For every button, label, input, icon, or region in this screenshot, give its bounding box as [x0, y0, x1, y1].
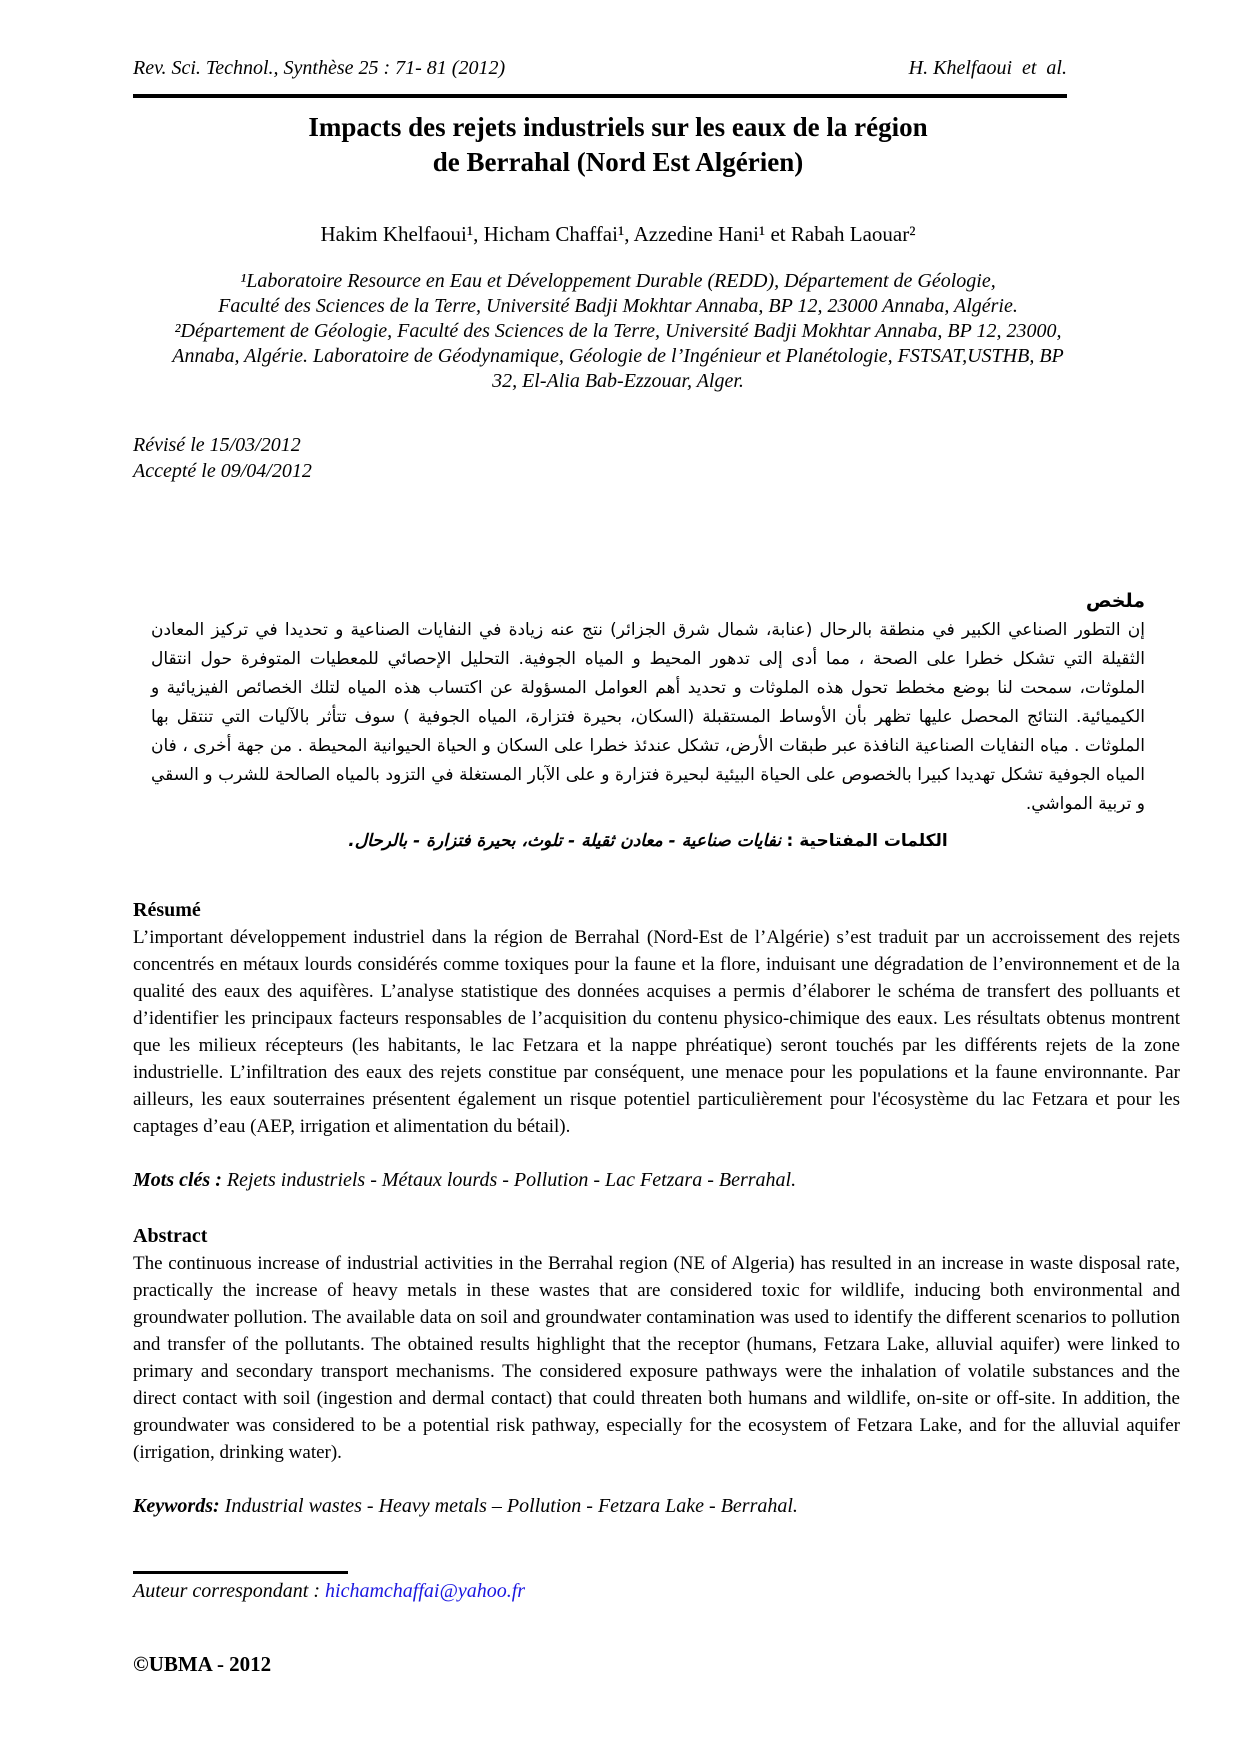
affiliation-line: Annaba, Algérie. Laboratoire de Géodynamique, Géologie de l’Ingénieur et Planétologie, FSTSAT,USTHB, BP: [172, 345, 1064, 367]
keywords-text: Industrial wastes - Heavy metals – Pollution - Fetzara Lake - Berrahal.: [219, 1495, 798, 1517]
mots-cles-text: Rejets industriels - Métaux lourds - Pollution - Lac Fetzara - Berrahal.: [221, 1169, 797, 1191]
arabic-keywords-text: نفايات صناعية - معادن ثقيلة - تلوث، بحيرة فتزارة - بالرحال.: [348, 831, 782, 851]
footnote-rule: [133, 1571, 348, 1574]
abstract-body: The continuous increase of industrial activities in the Berrahal region (NE of Algeria) has resulted in an increase in waste disposal rate, practically the increase of heavy metals in these wastes that are considered toxic for wildlife, inducing both environmental and groundwater pollution. The available data on soil and groundwater contamination was used to identify the different scenarios to pollution and transfer of the pollutants. The obtained results highlight that the receptor (humans, Fetzara Lake, alluvial aquifer) were linked to primary and secondary transport mechanisms. The considered exposure pathways were the inhalation of volatile substances and the direct contact with soil (ingestion and dermal contact) that could threaten both humans and wildlife, on-site or off-site. In addition, the groundwater was considered to be a potential risk pathway, especially for the ecosystem of Fetzara Lake, and for the alluvial aquifer (irrigation, drinking water).: [133, 1253, 1180, 1463]
corresponding-author-email-link[interactable]: hichamchaffai@yahoo.fr: [325, 1580, 526, 1602]
keywords-label: Keywords:: [133, 1495, 220, 1517]
mots-cles-label: Mots clés :: [133, 1169, 222, 1191]
arabic-keywords-label: الكلمات المفتاحية :: [786, 831, 948, 851]
resume-body: L’important développement industriel dans la région de Berrahal (Nord-Est de l’Algérie) s’est traduit par un accroissement des rejets concentrés en métaux lourds considérés comme toxiques pour la faune et la flore, induisant une dégradation de l’environnement et de la qualité des eaux des aquifères. L’analyse statistique des données acquises a permis d’élaborer le schéma de transfert des polluants et d’identifier les principaux facteurs responsables de l’acquisition du contenu physico-chimique des eaux. Les résultats obtenus montrent que les milieux récepteurs (les habitants, le lac Fetzara et la nappe phréatique) seront touchés par les différents rejets de la zone industrielle. L’infiltration des eaux des rejets constitue par conséquent, une menace pour les populations et la faune environnante. Par ailleurs, les eaux souterraines présentent également un risque potentiel particulièrement pour l'écosystème du lac Fetzara et pour les captages d’eau (AEP, irrigation et alimentation du bétail).: [133, 927, 1180, 1137]
arabic-abstract-heading: ملخص: [1085, 590, 1145, 612]
arabic-abstract-body: إن التطور الصناعي الكبير في منطقة بالرحال (عنابة، شمال شرق الجزائر) نتج عنه زيادة في النفايات الصناعية و تحديدا في تركيز المعادن الثقيلة التي تشكل خطرا على الصحة ، مما أدى إلى تدهور المحيط و المياه الجوفية. التحليل الإحصائي للمعطيات المتوفرة حول انتقال الملوثات، سمحت لنا بوضع مخطط تحول هذه الملوثات و تحديد أهم العوامل المسؤولة عن اكتساب هذه المياه لتلك الخصائص الفيزيائية و الكيميائية. النتائج المحصل عليها تظهر بأن الأوساط المستقبلة (السكان، بحيرة فتزارة، المياه الجوفية ) سوف تتأثر بالآليات التي تنتقل بها الملوثات . مياه النفايات الصناعية النافذة عبر طبقات الأرض، تشكل عندئذ خطرا على السكان و الحياة الحيوانية المحيطة . من جهة أخرى ، فان المياه الجوفية تشكل تهديدا كبيرا بالخصوص على الحياة البيئية لبحيرة فتزارة و على الآبار المستغلة في التزود بالمياه الصالحة للشرب و السقي و تربية المواشي.: [151, 620, 1145, 814]
keywords-line: [133, 1493, 1180, 1519]
resume-heading: Résumé: [133, 899, 201, 921]
revised-date: Révisé le 15/03/2012: [133, 434, 301, 456]
abstract-heading: Abstract: [133, 1225, 208, 1247]
arabic-keywords-line: [151, 831, 1145, 851]
revision-dates: [133, 432, 1180, 484]
corresponding-author-line: [133, 1580, 525, 1603]
article-title-line2: de Berrahal (Nord Est Algérien): [432, 147, 804, 177]
running-authors: H. Khelfaoui et al.: [908, 57, 1067, 79]
affiliation-line: ¹Laboratoire Resource en Eau et Développement Durable (REDD), Département de Géologie,: [240, 270, 996, 292]
corresponding-author-label: Auteur correspondant :: [133, 1580, 326, 1602]
accepted-date: Accepté le 09/04/2012: [133, 460, 312, 482]
header-rule: [133, 94, 1067, 98]
copyright-notice: ©UBMA - 2012: [133, 1652, 272, 1676]
affiliation-line: ²Département de Géologie, Faculté des Sciences de la Terre, Université Badji Mokhtar Annaba, BP 12, 23000,: [174, 320, 1062, 342]
authors-line: Hakim Khelfaoui¹, Hicham Chaffai¹, Azzedine Hani¹ et Rabah Laouar²: [320, 222, 916, 246]
page-header: [133, 56, 1067, 80]
affiliation-line: Faculté des Sciences de la Terre, Université Badji Mokhtar Annaba, BP 12, 23000 Annaba, Algérie.: [218, 295, 1018, 317]
affiliation-line: 32, El-Alia Bab-Ezzouar, Alger.: [492, 370, 744, 392]
mots-cles-line: [133, 1167, 1180, 1193]
affiliations: [133, 269, 1103, 394]
article-title: [133, 110, 1103, 180]
journal-reference: Rev. Sci. Technol., Synthèse 25 : 71- 81 (2012): [133, 57, 506, 79]
article-title-line1: Impacts des rejets industriels sur les eaux de la région: [308, 112, 928, 142]
